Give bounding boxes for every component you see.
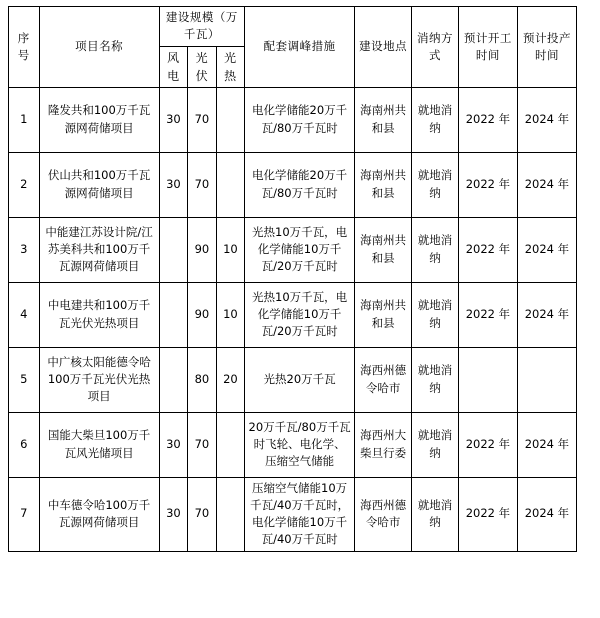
cell-start-time: 2022 年: [458, 217, 517, 282]
cell-project-name: 国能大柴旦100万千瓦风光储项目: [39, 412, 159, 477]
cell-start-time: [458, 347, 517, 412]
cell-place: 海南州共和县: [355, 282, 412, 347]
header-start-time: 预计开工时间: [458, 7, 517, 88]
cell-project-name: 伏山共和100万千瓦源网荷储项目: [39, 152, 159, 217]
cell-wind: 30: [159, 87, 188, 152]
cell-pv: 70: [188, 477, 217, 551]
cell-wind: [159, 217, 188, 282]
cell-production-time: 2024 年: [517, 477, 576, 551]
cell-seq: 4: [9, 282, 40, 347]
cell-pv: 90: [188, 217, 217, 282]
cell-pv: 70: [188, 412, 217, 477]
cell-seq: 6: [9, 412, 40, 477]
header-consume: 消纳方式: [412, 7, 459, 88]
cell-solar-thermal: [216, 87, 245, 152]
cell-measure: 20万千瓦/80万千瓦时飞轮、电化学、压缩空气储能: [245, 412, 355, 477]
cell-solar-thermal: [216, 477, 245, 551]
cell-start-time: 2022 年: [458, 152, 517, 217]
cell-production-time: 2024 年: [517, 412, 576, 477]
cell-project-name: 中能建江苏设计院/江苏美科共和100万千瓦源网荷储项目: [39, 217, 159, 282]
cell-pv: 70: [188, 152, 217, 217]
cell-solar-thermal: 20: [216, 347, 245, 412]
cell-consume: 就地消纳: [412, 217, 459, 282]
cell-project-name: 中车德令哈100万千瓦源网荷储项目: [39, 477, 159, 551]
table-row: [9, 217, 577, 282]
cell-consume: 就地消纳: [412, 477, 459, 551]
cell-consume: 就地消纳: [412, 347, 459, 412]
cell-wind: [159, 282, 188, 347]
cell-solar-thermal: 10: [216, 217, 245, 282]
cell-production-time: 2024 年: [517, 152, 576, 217]
header-pv: 光伏: [188, 46, 217, 87]
cell-place: 海西州德令哈市: [355, 347, 412, 412]
header-row-top: [9, 7, 577, 47]
cell-start-time: 2022 年: [458, 87, 517, 152]
project-table: [8, 6, 577, 552]
cell-seq: 2: [9, 152, 40, 217]
table-row: [9, 282, 577, 347]
cell-start-time: 2022 年: [458, 477, 517, 551]
cell-wind: 30: [159, 152, 188, 217]
cell-measure: 光热10万千瓦，电化学储能10万千瓦/20万千瓦时: [245, 282, 355, 347]
cell-project-name: 中电建共和100万千瓦光伏光热项目: [39, 282, 159, 347]
cell-measure: 光热10万千瓦，电化学储能10万千瓦/20万千瓦时: [245, 217, 355, 282]
document-page: [0, 6, 600, 618]
cell-consume: 就地消纳: [412, 87, 459, 152]
cell-place: 海西州大柴旦行委: [355, 412, 412, 477]
cell-start-time: 2022 年: [458, 282, 517, 347]
cell-production-time: 2024 年: [517, 282, 576, 347]
header-measure: 配套调峰措施: [245, 7, 355, 88]
header-place: 建设地点: [355, 7, 412, 88]
cell-seq: 5: [9, 347, 40, 412]
header-scale: 建设规模（万千瓦）: [159, 7, 245, 47]
table-row: [9, 477, 577, 551]
cell-place: 海南州共和县: [355, 152, 412, 217]
cell-production-time: [517, 347, 576, 412]
cell-seq: 3: [9, 217, 40, 282]
cell-production-time: 2024 年: [517, 87, 576, 152]
header-project-name: 项目名称: [39, 7, 159, 88]
table-row: [9, 87, 577, 152]
cell-start-time: 2022 年: [458, 412, 517, 477]
cell-measure: 电化学储能20万千瓦/80万千瓦时: [245, 152, 355, 217]
cell-wind: 30: [159, 477, 188, 551]
cell-solar-thermal: [216, 152, 245, 217]
cell-consume: 就地消纳: [412, 412, 459, 477]
cell-seq: 7: [9, 477, 40, 551]
cell-consume: 就地消纳: [412, 152, 459, 217]
cell-measure: 压缩空气储能10万千瓦/40万千瓦时，电化学储能10万千瓦/40万千瓦时: [245, 477, 355, 551]
cell-solar-thermal: 10: [216, 282, 245, 347]
cell-production-time: 2024 年: [517, 217, 576, 282]
cell-measure: 电化学储能20万千瓦/80万千瓦时: [245, 87, 355, 152]
cell-wind: 30: [159, 412, 188, 477]
cell-consume: 就地消纳: [412, 282, 459, 347]
table-row: [9, 412, 577, 477]
cell-measure: 光热20万千瓦: [245, 347, 355, 412]
table-body: [9, 87, 577, 551]
cell-solar-thermal: [216, 412, 245, 477]
cell-pv: 90: [188, 282, 217, 347]
cell-pv: 80: [188, 347, 217, 412]
cell-place: 海西州德令哈市: [355, 477, 412, 551]
header-wind: 风电: [159, 46, 188, 87]
table-row: [9, 347, 577, 412]
header-seq: 序号: [9, 7, 40, 88]
cell-pv: 70: [188, 87, 217, 152]
cell-project-name: 隆发共和100万千瓦源网荷储项目: [39, 87, 159, 152]
cell-project-name: 中广核太阳能德令哈100万千瓦光伏光热项目: [39, 347, 159, 412]
table-row: [9, 152, 577, 217]
cell-place: 海南州共和县: [355, 87, 412, 152]
header-solar-thermal: 光热: [216, 46, 245, 87]
cell-seq: 1: [9, 87, 40, 152]
cell-wind: [159, 347, 188, 412]
cell-place: 海南州共和县: [355, 217, 412, 282]
table-header: [9, 7, 577, 88]
header-production-time: 预计投产时间: [517, 7, 576, 88]
